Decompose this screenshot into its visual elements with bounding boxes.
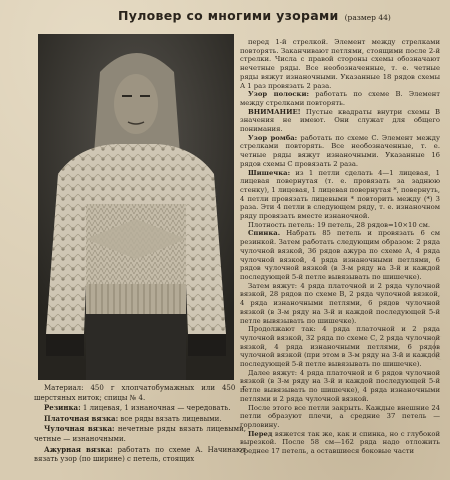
page-title: Пуловер со многими узорами <box>118 8 339 23</box>
materials-section <box>34 383 246 465</box>
paragraph-text: нечетные ряды вязать лицевыми, четные — изнаночными. <box>34 425 246 443</box>
paragraph-text: После этого все петли закрыть. Каждые внешние 24 петли образуют плечи, а средние 37 петель — горловину. <box>240 403 440 429</box>
materials-paragraph <box>34 445 246 465</box>
term-label: Спинка. <box>248 229 281 238</box>
paragraph-text: из 1 петли сделать 4—1 лицевая, 1 лицевая повернутая (т. е. провязать за заднюю стенку), 1 лицевая, 1 лицевая повернутая *, повернуть, 4 петли провязать лицевыми * повторить между (*) 3 раза. Эти 4 петли в следующем ряду, т. е. изнаночном ряду провязать вместе изнаночной. <box>240 168 440 221</box>
instruction-paragraph <box>240 90 440 107</box>
paragraph-text: перед 1-й стрелкой. Элемент между стрелками повторять. Заканчивают петлями, стоящими после 2-й стрелки. Числа с правой стороны схемы обозначают нечетные ряды. Все необозначенные, т. е. четные ряды вяжут изнаночными. Указанные 18 рядов схемы А 1 раз провязать 2 раза. <box>240 38 440 90</box>
materials-paragraph <box>34 383 246 403</box>
paragraph-text: работать по схеме С. Элемент между стрелками повторять. Все необозначенные, т. е. четные ряды вяжут изнаночными. Указанные 16 рядов схемы С провязать 2 раза. <box>240 133 440 168</box>
paragraph-text: Затем вяжут: 4 ряда платочной и 2 ряда чулочной вязкой, 28 рядов по схеме В, 2 ряда чулочной вязкой, 4 ряда изнаночными петлями, 6 рядов чулочной вязкой (в 3-м ряду на 3-й и каждой последующей 5-й петле вывязывать по шишечке). <box>240 281 440 325</box>
term-label: Узор полоски: <box>248 90 310 99</box>
paragraph-text: Материал: 450 г хлопчатобумажных или 450 г шерстяных ниток; спицы № 4. <box>34 384 246 402</box>
paragraph-text: Далее вяжут: 4 ряда платочной и 6 рядов чулочной вязкой (в 3-м ряду на 3-й и каждой последующей 5-й петле вывязывать по шишечке), 4 ряда изнаночными петлями и 2 ряда чулочной вязкой. <box>240 368 440 403</box>
paragraph-text: Пустые квадраты внутри схемы В значения не имеют. Они служат для общего понимания. <box>240 107 440 134</box>
instructions-column <box>240 38 440 456</box>
paragraph-text: Набрать 85 петель и провязать 6 см резинкой. Затем работать следующим образом: 2 ряда чулочной вязкой, 36 рядов ажура по схеме А, 4 ряда чулочной вязкой, 4 ряда изнаночными петлями, 6 рядов чулочной вязкой (в 3-м ряду на 3-й и каждой последующей 5-й петле вывязывать по шишечке). <box>240 229 440 281</box>
term-label: Шишечка: <box>248 168 291 177</box>
instruction-paragraph <box>240 404 440 430</box>
paragraph-text: Плотность петель: 19 петель, 28 рядов=10×10 см. <box>248 220 431 229</box>
paragraph-text: 1 лицевая, 1 изнаночная — чередовать. <box>80 404 231 413</box>
instruction-paragraph <box>240 38 440 90</box>
instruction-paragraph <box>240 430 440 456</box>
term-label: Чулочная вязка: <box>44 424 115 434</box>
term-label: Ажурная вязка: <box>44 444 113 454</box>
term-label: Узор ромба: <box>248 133 298 142</box>
instruction-paragraph <box>240 369 440 404</box>
paragraph-text: вяжется так же, как и спинка, но с глубокой вырезкой. После 58 см—162 ряда надо отложить среднее 17 петель, а оставшиеся боковые части <box>240 429 440 456</box>
instruction-paragraph <box>240 108 440 134</box>
instruction-paragraph <box>240 169 440 221</box>
paragraph-text: работать по схеме В. Элемент между стрелками повторять. <box>240 90 441 107</box>
term-label: ВНИМАНИЕ! <box>248 107 301 116</box>
size-note: (размер 44) <box>344 13 391 22</box>
paragraph-text: Продолжают так: 4 ряда платочной и 2 ряда чулочной вязкой, 32 ряда по схеме С, 2 ряда чулочной вязкой, 4 ряда изнаночными петлями, 6 рядов чулочной вязкой (при этом в 3-м ряду на 3-й и каждой последующей 5-й петле вывязывать по шишечке). <box>240 325 440 369</box>
instruction-paragraph <box>240 229 440 281</box>
page-header <box>118 8 448 30</box>
materials-paragraph <box>34 403 246 414</box>
instruction-paragraph <box>240 282 440 326</box>
sweater-photo-illustration <box>38 34 234 380</box>
instruction-paragraph <box>240 325 440 369</box>
materials-paragraph <box>34 424 246 444</box>
instruction-paragraph <box>240 221 440 230</box>
paragraph-text: работать по схеме А. Начинают вязать узор (по ширине) с петель, стоящих <box>34 445 246 464</box>
pencil-mark <box>434 336 445 360</box>
sweater-photo <box>38 34 234 380</box>
term-label: Перед <box>248 429 273 438</box>
term-label: Резинка: <box>44 403 81 413</box>
instruction-paragraph <box>240 134 440 169</box>
materials-paragraph <box>34 414 246 425</box>
paragraph-text: все ряды вязать лицевыми. <box>118 414 222 423</box>
term-label: Платочная вязка: <box>44 413 119 423</box>
